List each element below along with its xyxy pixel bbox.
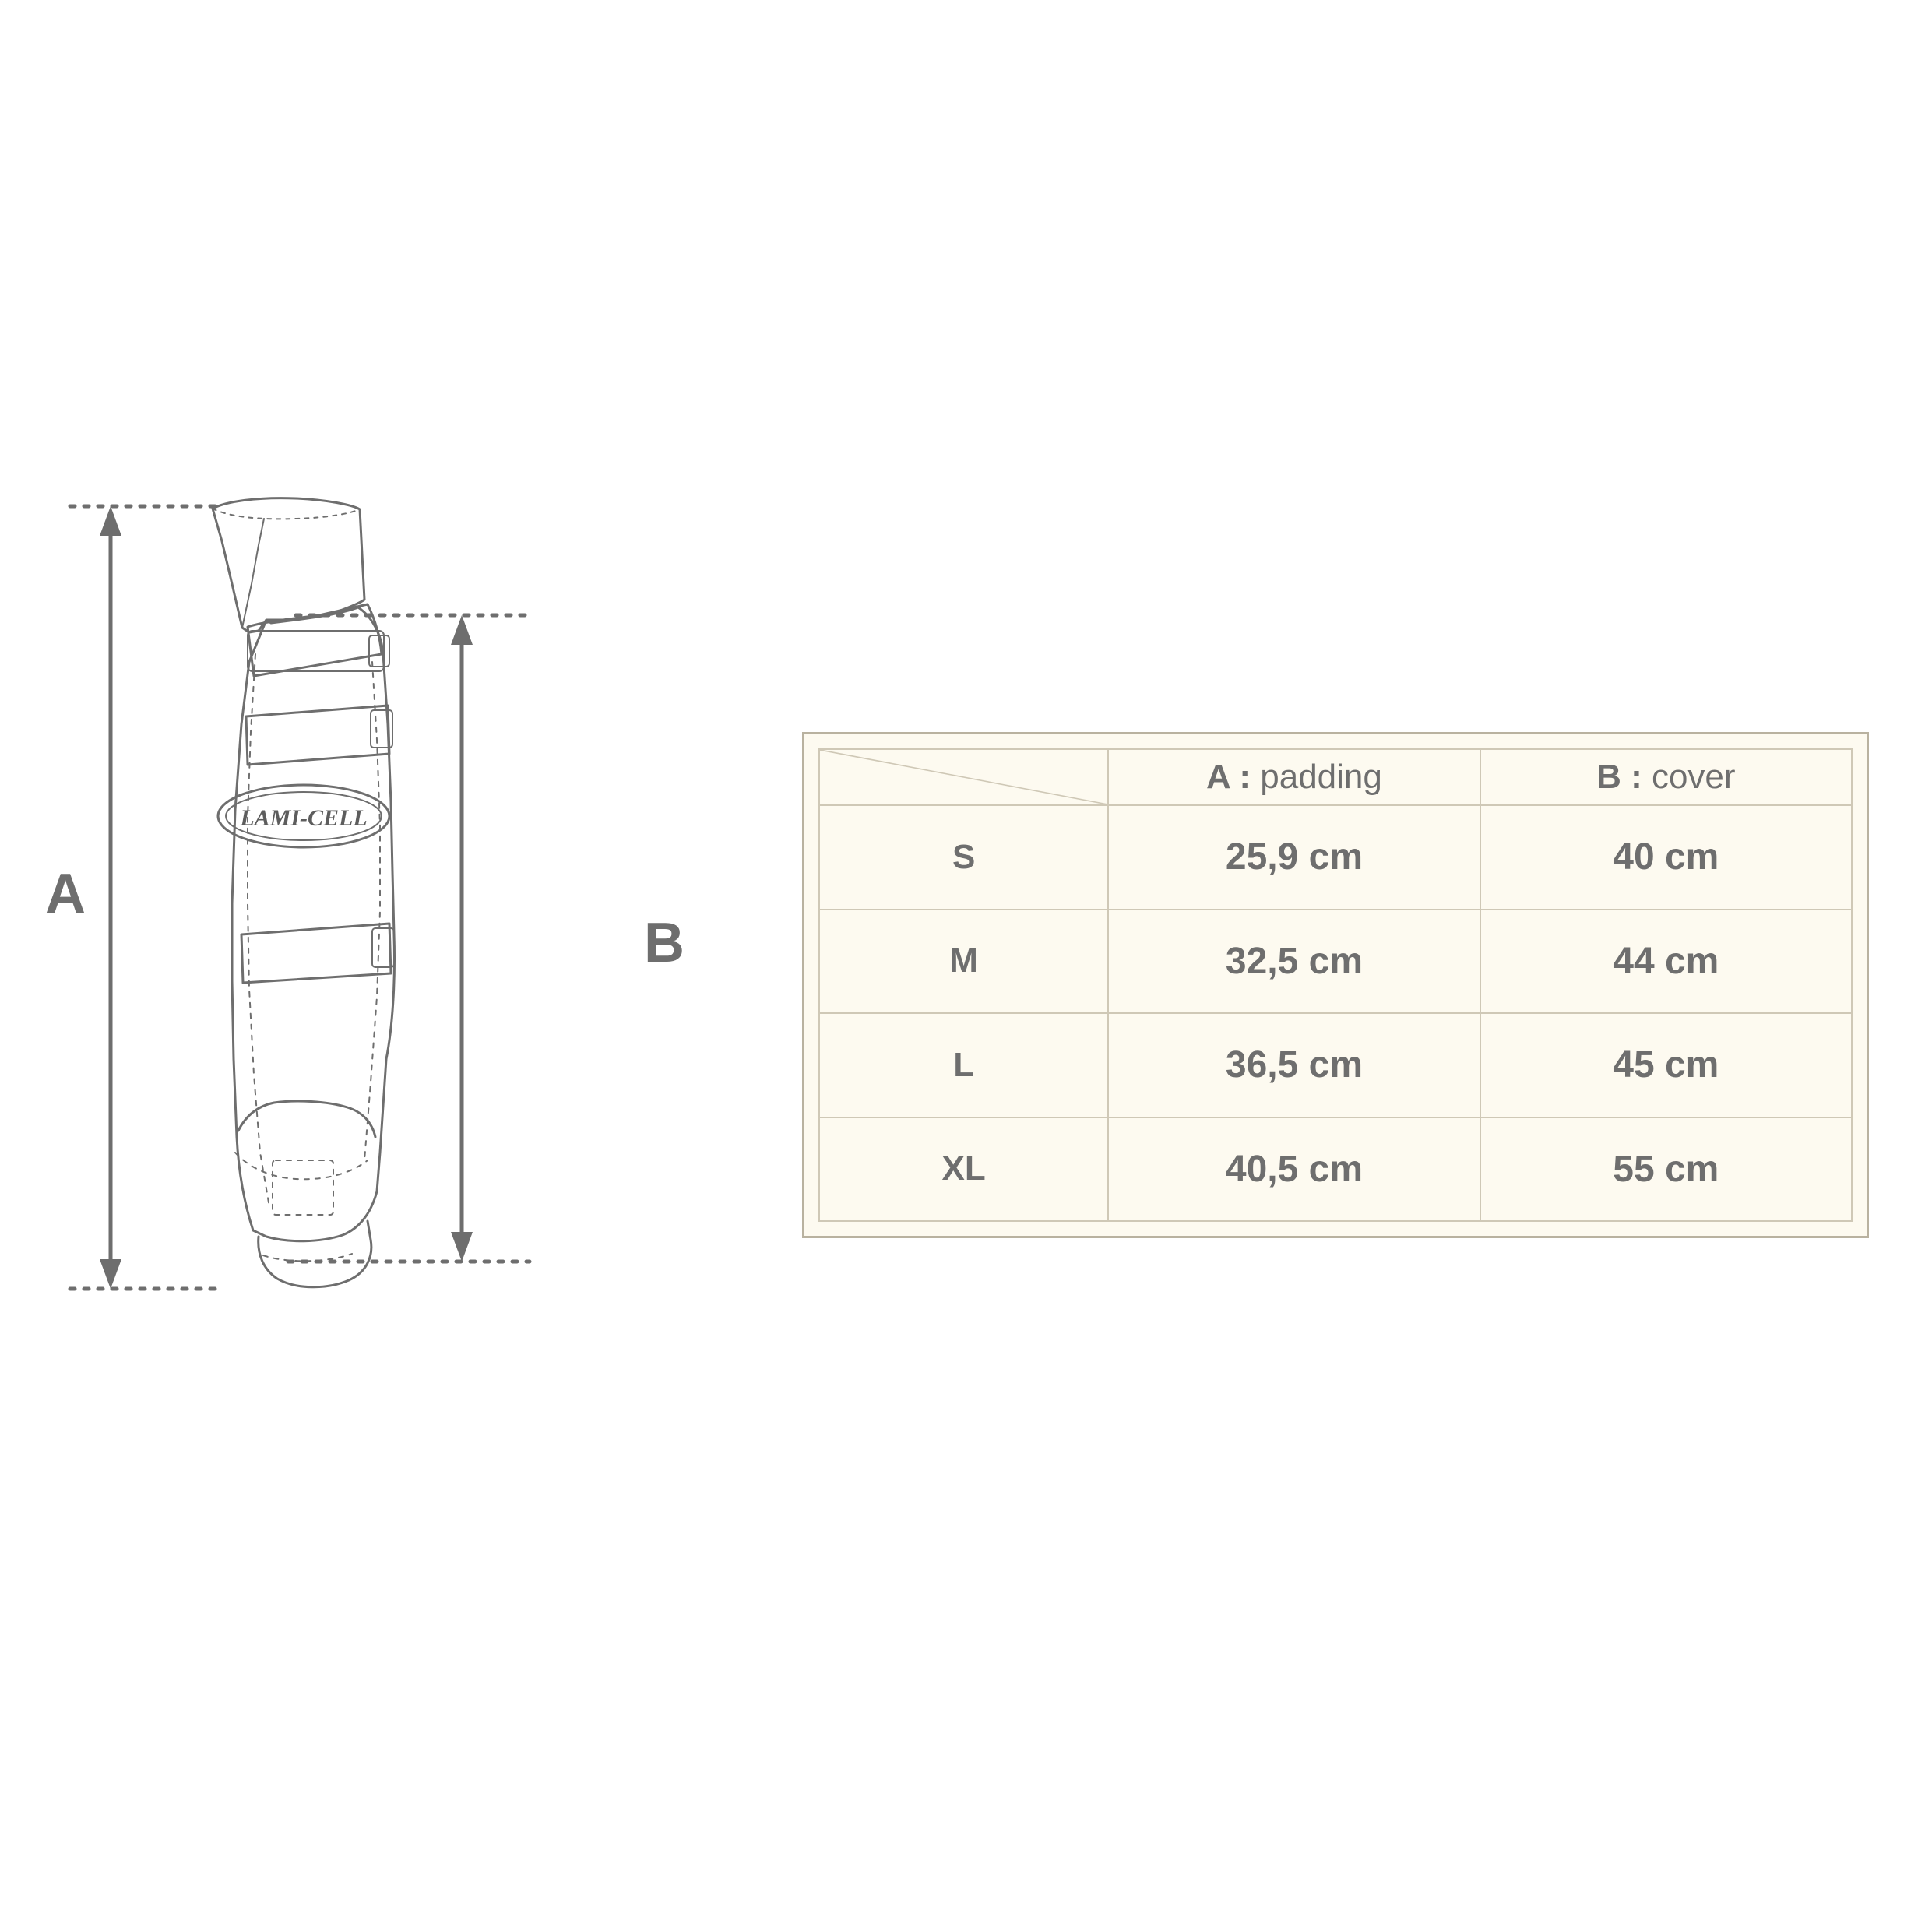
dimension-b-label: B [644,912,684,974]
size-label-l: L [819,1013,1108,1117]
table-header-b [1480,749,1852,805]
size-label-xl: XL [819,1117,1108,1222]
boot-strap-upper [248,604,382,676]
table-row [819,1117,1852,1222]
boot-bottom-velcro-tab [273,1160,333,1215]
brand-badge-text: LAMI-CELL [240,805,368,831]
value-b-m: 44 cm [1480,910,1852,1014]
size-table [818,748,1853,1222]
boot-cuff-fold [242,519,264,628]
boot-strap-lower [241,924,391,983]
dimension-arrow-b [451,615,473,1262]
table-row [819,1013,1852,1117]
table-header-b-text: cover [1642,758,1736,796]
table-row [819,910,1852,1014]
size-label-m: M [819,910,1108,1014]
table-header-a-text: padding [1251,758,1382,796]
boot-stitch-right [364,662,380,1160]
stable-boot-illustration [62,467,763,1324]
table-header-b-key: B : [1596,758,1642,796]
boot-stitch-left [248,654,269,1207]
value-a-m: 32,5 cm [1108,910,1480,1014]
boot-bottom-wrap [259,1221,371,1287]
boot-lower-flap-seam [235,1153,368,1179]
dimension-arrow-a [100,506,121,1289]
table-row [819,805,1852,910]
table-header-a [1108,749,1480,805]
value-b-l: 45 cm [1480,1013,1852,1117]
value-a-l: 36,5 cm [1108,1013,1480,1117]
value-b-xl: 55 cm [1480,1117,1852,1222]
size-table-container [802,732,1869,1238]
value-a-s: 25,9 cm [1108,805,1480,910]
dimension-a-label: A [45,863,86,925]
table-corner-cell [819,749,1108,805]
boot-cuff-seam [213,509,360,519]
boot-strap-middle [246,706,389,765]
corner-diagonal-line [820,750,1107,804]
value-b-s: 40 cm [1480,805,1852,910]
size-label-s: S [819,805,1108,910]
boot-lower-flap-edge [238,1101,375,1137]
table-header-a-key: A : [1206,758,1251,796]
table-header-row [819,749,1852,805]
value-a-xl: 40,5 cm [1108,1117,1480,1222]
